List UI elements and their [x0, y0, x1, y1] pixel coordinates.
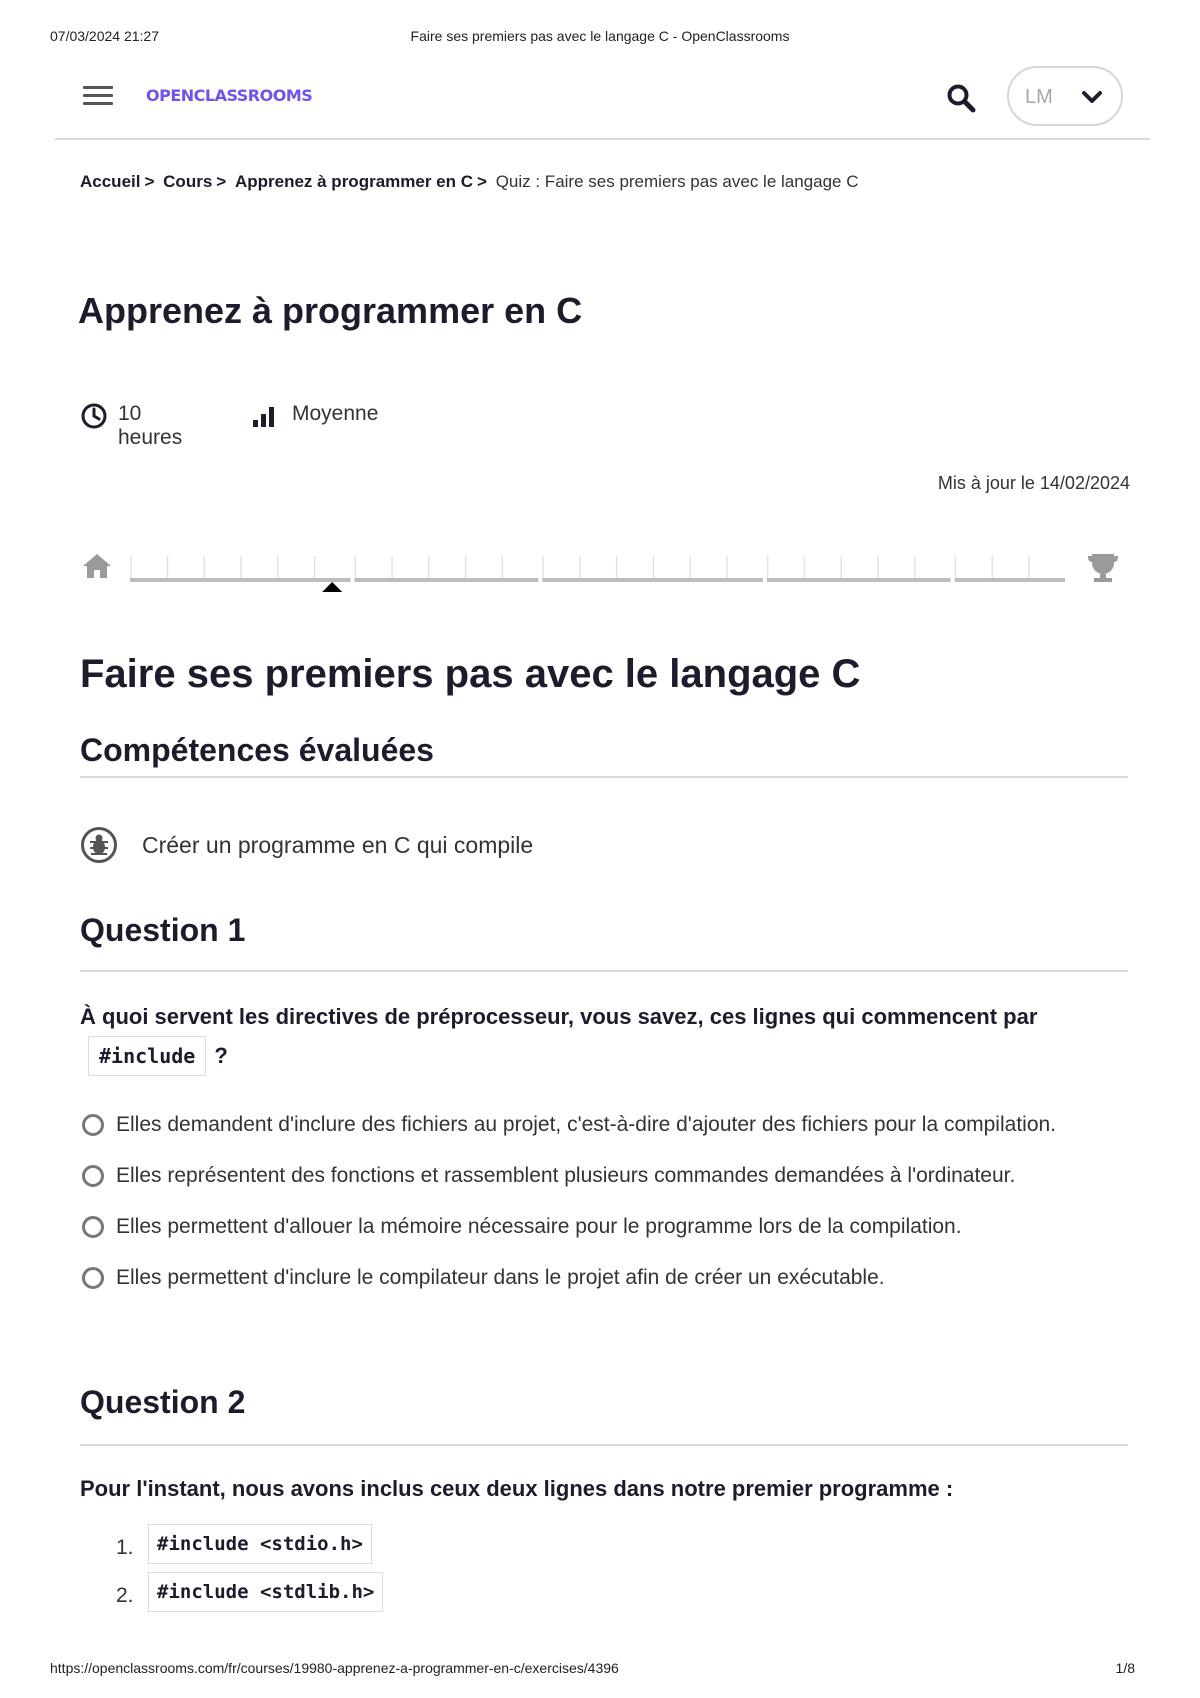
course-title: Apprenez à programmer en C — [78, 290, 583, 331]
openclassrooms-logo[interactable]: OPENCLASSROOMS — [146, 86, 313, 105]
clock-icon — [80, 402, 108, 430]
breadcrumb-separator: > — [477, 172, 487, 191]
answer-label: Elles demandent d'inclure des fichiers au projet, c'est-à-dire d'ajouter des fichiers pour la compilation. — [116, 1113, 1057, 1136]
breadcrumb-current-page: Quiz : Faire ses premiers pas avec le langage C — [495, 172, 859, 191]
progress-segment — [542, 578, 763, 582]
progress-step-tick[interactable] — [616, 556, 618, 578]
print-date: 07/03/2024 21:27 — [50, 28, 159, 44]
print-header — [50, 28, 1150, 48]
print-page-number: 1/8 — [1115, 1660, 1135, 1676]
breadcrumb-courses-link[interactable]: Cours — [163, 172, 213, 191]
progress-step-tick[interactable] — [542, 556, 544, 578]
chevron-down-icon — [1081, 88, 1103, 106]
progress-step-tick[interactable] — [130, 556, 132, 578]
progress-step-tick[interactable] — [277, 556, 279, 578]
question-1-heading: Question 1 — [80, 912, 1128, 972]
search-icon[interactable] — [945, 82, 977, 114]
question-1-text — [80, 998, 1135, 1076]
progress-step-tick[interactable] — [877, 556, 879, 578]
course-duration: 10 heures — [118, 402, 183, 449]
progress-segments — [130, 556, 1065, 582]
progress-step-tick[interactable] — [991, 556, 993, 578]
progress-step-tick[interactable] — [726, 556, 728, 578]
progress-step-tick[interactable] — [167, 556, 169, 578]
radio-button[interactable] — [82, 1267, 104, 1289]
question-2-text: Pour l'instant, nous avons inclus ceux deux lignes dans notre premier programme : — [80, 1476, 954, 1501]
bug-icon — [80, 826, 118, 864]
progress-segment — [355, 578, 539, 582]
progress-step-tick[interactable] — [579, 556, 581, 578]
progress-step-tick[interactable] — [355, 556, 357, 578]
question-1-prompt: À quoi servent les directives de préprocesseur, vous savez, ces lignes qui commencent par — [80, 1004, 1038, 1029]
progress-step-tick[interactable] — [428, 556, 430, 578]
progress-step-tick[interactable] — [653, 556, 655, 578]
skill-label: Créer un programme en C qui compile — [142, 832, 534, 858]
breadcrumb-separator: > — [216, 172, 227, 191]
user-avatar-initials: LM — [1025, 86, 1053, 108]
print-footer — [50, 1660, 1150, 1680]
code-line: #include <stdio.h> — [148, 1524, 372, 1564]
progress-segment — [955, 578, 1065, 582]
quiz-title: Faire ses premiers pas avec le langage C — [80, 652, 861, 696]
hamburger-menu-icon[interactable] — [83, 86, 113, 110]
breadcrumb — [80, 172, 859, 192]
progress-segment — [130, 578, 351, 582]
progress-step-tick[interactable] — [955, 556, 957, 578]
breadcrumb-home-link[interactable]: Accueil — [80, 172, 141, 191]
progress-step-tick[interactable] — [1028, 556, 1030, 578]
radio-button[interactable] — [82, 1114, 104, 1136]
answer-option-1[interactable] — [80, 1106, 1130, 1143]
progress-step-tick[interactable] — [914, 556, 916, 578]
progress-step-tick[interactable] — [840, 556, 842, 578]
progress-step-tick[interactable] — [240, 556, 242, 578]
skills-heading: Compétences évaluées — [80, 732, 1128, 778]
print-doc-title: Faire ses premiers pas avec le langage C - OpenClassrooms — [410, 28, 790, 44]
list-number: 2. — [116, 1584, 134, 1607]
home-icon[interactable] — [83, 554, 111, 578]
user-menu-button[interactable] — [1007, 66, 1123, 126]
trophy-icon — [1088, 554, 1118, 582]
breadcrumb-course-link[interactable]: Apprenez à programmer en C — [234, 172, 474, 191]
progress-step-tick[interactable] — [804, 556, 806, 578]
progress-step-tick[interactable] — [502, 556, 504, 578]
code-line: #include <stdlib.h> — [148, 1572, 383, 1612]
progress-step-tick[interactable] — [391, 556, 393, 578]
answer-label: Elles permettent d'allouer la mémoire nécessaire pour le programme lors de la compilation. — [116, 1215, 962, 1238]
course-difficulty: Moyenne — [292, 402, 379, 425]
progress-step-tick[interactable] — [465, 556, 467, 578]
difficulty-bars-icon — [252, 404, 276, 428]
print-url: https://openclassrooms.com/fr/courses/19980-apprenez-a-programmer-en-c/exercises/4396 — [50, 1660, 619, 1676]
list-number: 1. — [116, 1536, 134, 1559]
answer-option-4[interactable] — [80, 1259, 1130, 1296]
question-1-answers — [80, 1106, 1130, 1310]
current-position-marker — [322, 582, 342, 592]
progress-step-tick[interactable] — [767, 556, 769, 578]
radio-button[interactable] — [82, 1165, 104, 1187]
progress-step-tick[interactable] — [314, 556, 316, 578]
inline-code: #include — [88, 1036, 206, 1076]
answer-option-3[interactable] — [80, 1208, 1130, 1245]
question-1-punctuation: ? — [214, 1043, 228, 1068]
radio-button[interactable] — [82, 1216, 104, 1238]
progress-step-tick[interactable] — [689, 556, 691, 578]
course-progress-bar — [80, 548, 1120, 608]
answer-label: Elles représentent des fonctions et rassemblent plusieurs commandes demandées à l'ordinateur. — [116, 1164, 1016, 1187]
breadcrumb-separator: > — [144, 172, 155, 191]
progress-step-tick[interactable] — [204, 556, 206, 578]
answer-label: Elles permettent d'inclure le compilateur dans le projet afin de créer un exécutable. — [116, 1266, 885, 1289]
progress-segment — [767, 578, 951, 582]
question-2-heading: Question 2 — [80, 1384, 1128, 1446]
updated-date: Mis à jour le 14/02/2024 — [937, 473, 1130, 493]
progress-track — [80, 548, 1120, 608]
answer-option-2[interactable] — [80, 1157, 1130, 1194]
top-navigation-bar — [55, 62, 1150, 140]
